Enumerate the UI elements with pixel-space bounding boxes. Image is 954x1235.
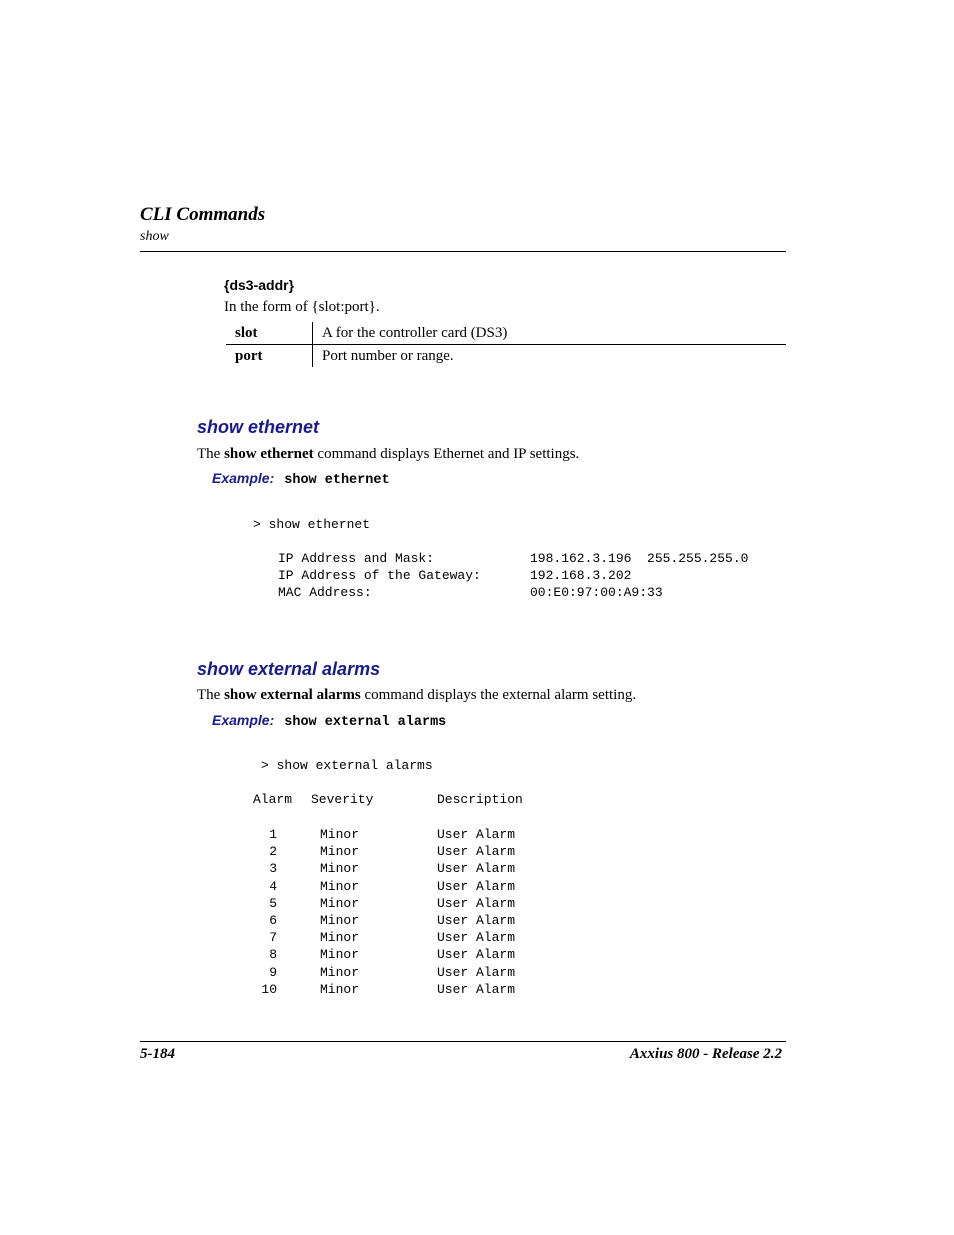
example-label: Example:: [212, 470, 275, 486]
desc-prefix: The: [197, 687, 225, 703]
desc-command: show ethernet: [224, 446, 314, 462]
alarm-severity: Minor: [320, 930, 360, 945]
alarm-number: 6: [269, 913, 277, 928]
alarm-severity: Minor: [320, 965, 360, 980]
alarm-number: 10: [261, 982, 277, 997]
param-value: Port number or range.: [322, 347, 454, 364]
column-header-severity: Severity: [311, 792, 374, 807]
running-header-title: CLI Commands: [140, 204, 266, 225]
desc-suffix: command displays the external alarm setting.: [360, 687, 637, 703]
alarm-number: 4: [269, 879, 277, 894]
alarm-description: User Alarm: [437, 827, 516, 842]
alarm-description: User Alarm: [437, 879, 516, 894]
console-label: IP Address and Mask:: [278, 551, 435, 566]
console-value: 192.168.3.202: [530, 568, 632, 583]
example-label: Example:: [212, 712, 275, 728]
parameter-name: {ds3-addr}: [224, 277, 295, 293]
alarm-number: 9: [269, 965, 277, 980]
alarm-severity: Minor: [320, 827, 360, 842]
console-value: 198.162.3.196 255.255.255.0: [530, 551, 749, 566]
alarm-description: User Alarm: [437, 965, 516, 980]
alarm-description: User Alarm: [437, 861, 516, 876]
footer-rule: [140, 1041, 786, 1042]
column-header-description: Description: [437, 792, 523, 807]
footer-product: Axxius 800 - Release 2.2: [629, 1046, 782, 1062]
example-command: show ethernet: [284, 473, 390, 488]
alarm-severity: Minor: [320, 861, 360, 876]
alarm-description: User Alarm: [437, 982, 516, 997]
column-header-alarm: Alarm: [253, 792, 293, 807]
param-key: port: [226, 345, 313, 368]
table-row: [226, 345, 786, 368]
page-number: 5-184: [140, 1046, 175, 1062]
parameter-description: In the form of {slot:port}.: [224, 299, 380, 315]
alarm-description: User Alarm: [437, 947, 516, 962]
alarm-number: 3: [269, 861, 277, 876]
table-row: [226, 322, 786, 345]
section-description: [197, 446, 579, 463]
console-label: MAC Address:: [278, 585, 372, 600]
section-description: [197, 687, 636, 704]
alarm-severity: Minor: [320, 947, 360, 962]
alarm-severity: Minor: [320, 844, 360, 859]
alarm-severity: Minor: [320, 913, 360, 928]
alarm-number: 2: [269, 844, 277, 859]
example-line: [212, 470, 390, 488]
alarm-number: 7: [269, 930, 277, 945]
alarm-description: User Alarm: [437, 930, 516, 945]
console-prompt: > show ethernet: [253, 517, 371, 532]
alarm-severity: Minor: [320, 982, 360, 997]
example-line: [212, 712, 446, 730]
console-value: 00:E0:97:00:A9:33: [530, 585, 663, 600]
running-header-subtitle: show: [140, 229, 169, 244]
parameter-table: [226, 322, 786, 367]
alarm-number: 8: [269, 947, 277, 962]
alarm-description: User Alarm: [437, 844, 516, 859]
section-title-show-ethernet: show ethernet: [197, 417, 320, 437]
alarm-number: 5: [269, 896, 277, 911]
example-command: show external alarms: [284, 715, 447, 730]
alarm-description: User Alarm: [437, 913, 516, 928]
alarm-severity: Minor: [320, 879, 360, 894]
param-value: A for the controller card (DS3): [313, 322, 787, 345]
console-prompt: > show external alarms: [261, 758, 433, 773]
param-key: slot: [226, 322, 313, 345]
header-rule: [140, 251, 786, 252]
section-title-show-external-alarms: show external alarms: [197, 659, 381, 679]
alarm-number: 1: [269, 827, 277, 842]
desc-suffix: command displays Ethernet and IP settings.: [313, 446, 580, 462]
alarm-severity: Minor: [320, 896, 360, 911]
desc-prefix: The: [197, 446, 225, 462]
console-label: IP Address of the Gateway:: [278, 568, 481, 583]
alarm-description: User Alarm: [437, 896, 516, 911]
desc-command: show external alarms: [224, 687, 361, 703]
